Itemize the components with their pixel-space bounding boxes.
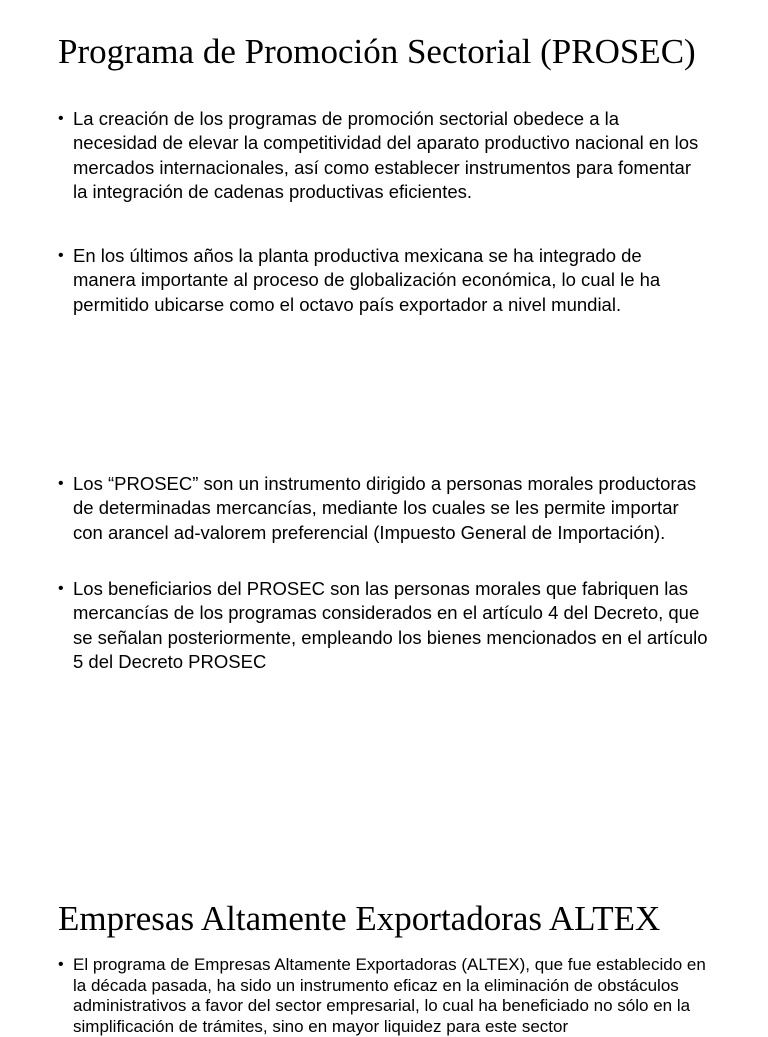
bullet-icon: • bbox=[58, 247, 64, 264]
slide-title: Programa de Promoción Sectorial (PROSEC) bbox=[58, 32, 696, 71]
bullet-icon: • bbox=[58, 580, 64, 597]
bullet-item bbox=[58, 955, 708, 1037]
bullet-text: En los últimos años la planta productiva mexicana se ha integrado de manera importante al proceso de globalización económica, lo cual le ha permitido ubicarse como el octavo país exportador a nivel mundial. bbox=[73, 245, 661, 315]
bullet-icon: • bbox=[58, 475, 64, 492]
bullet-text: El programa de Empresas Altamente Exportadoras (ALTEX), que fue establecido en la década pasada, ha sido un instrumento eficaz en la eliminación de obstáculos administrativos a favor del sector empresarial, lo cual ha beneficiado no sólo en la simplificación de trámites, sino en mayor liquidez para este sector bbox=[73, 955, 706, 1036]
bullet-text: Los “PROSEC” son un instrumento dirigido a personas morales productoras de determinadas mercancías, mediante los cuales se les permite importar con arancel ad-valorem preferencial (Impuesto General de Importación). bbox=[73, 473, 697, 543]
bullet-text: La creación de los programas de promoción sectorial obedece a la necesidad de elevar la competitividad del aparato productivo nacional en los mercados internacionales, así como establecer instrumentos para fomentar la integración de cadenas productivas eficientes. bbox=[73, 108, 699, 202]
bullet-icon: • bbox=[58, 110, 64, 127]
bullet-item bbox=[58, 244, 708, 317]
bullet-item bbox=[58, 577, 708, 674]
bullet-item bbox=[58, 107, 708, 204]
slide-title: Empresas Altamente Exportadoras ALTEX bbox=[58, 899, 661, 938]
bullet-text: Los beneficiarios del PROSEC son las personas morales que fabriquen las mercancías de los programas considerados en el artículo 4 del Decreto, que se señalan posteriormente, empleando los bienes mencionados en el artículo 5 del Decreto PROSEC bbox=[73, 578, 708, 672]
bullet-item bbox=[58, 472, 708, 545]
bullet-icon: • bbox=[58, 956, 64, 973]
